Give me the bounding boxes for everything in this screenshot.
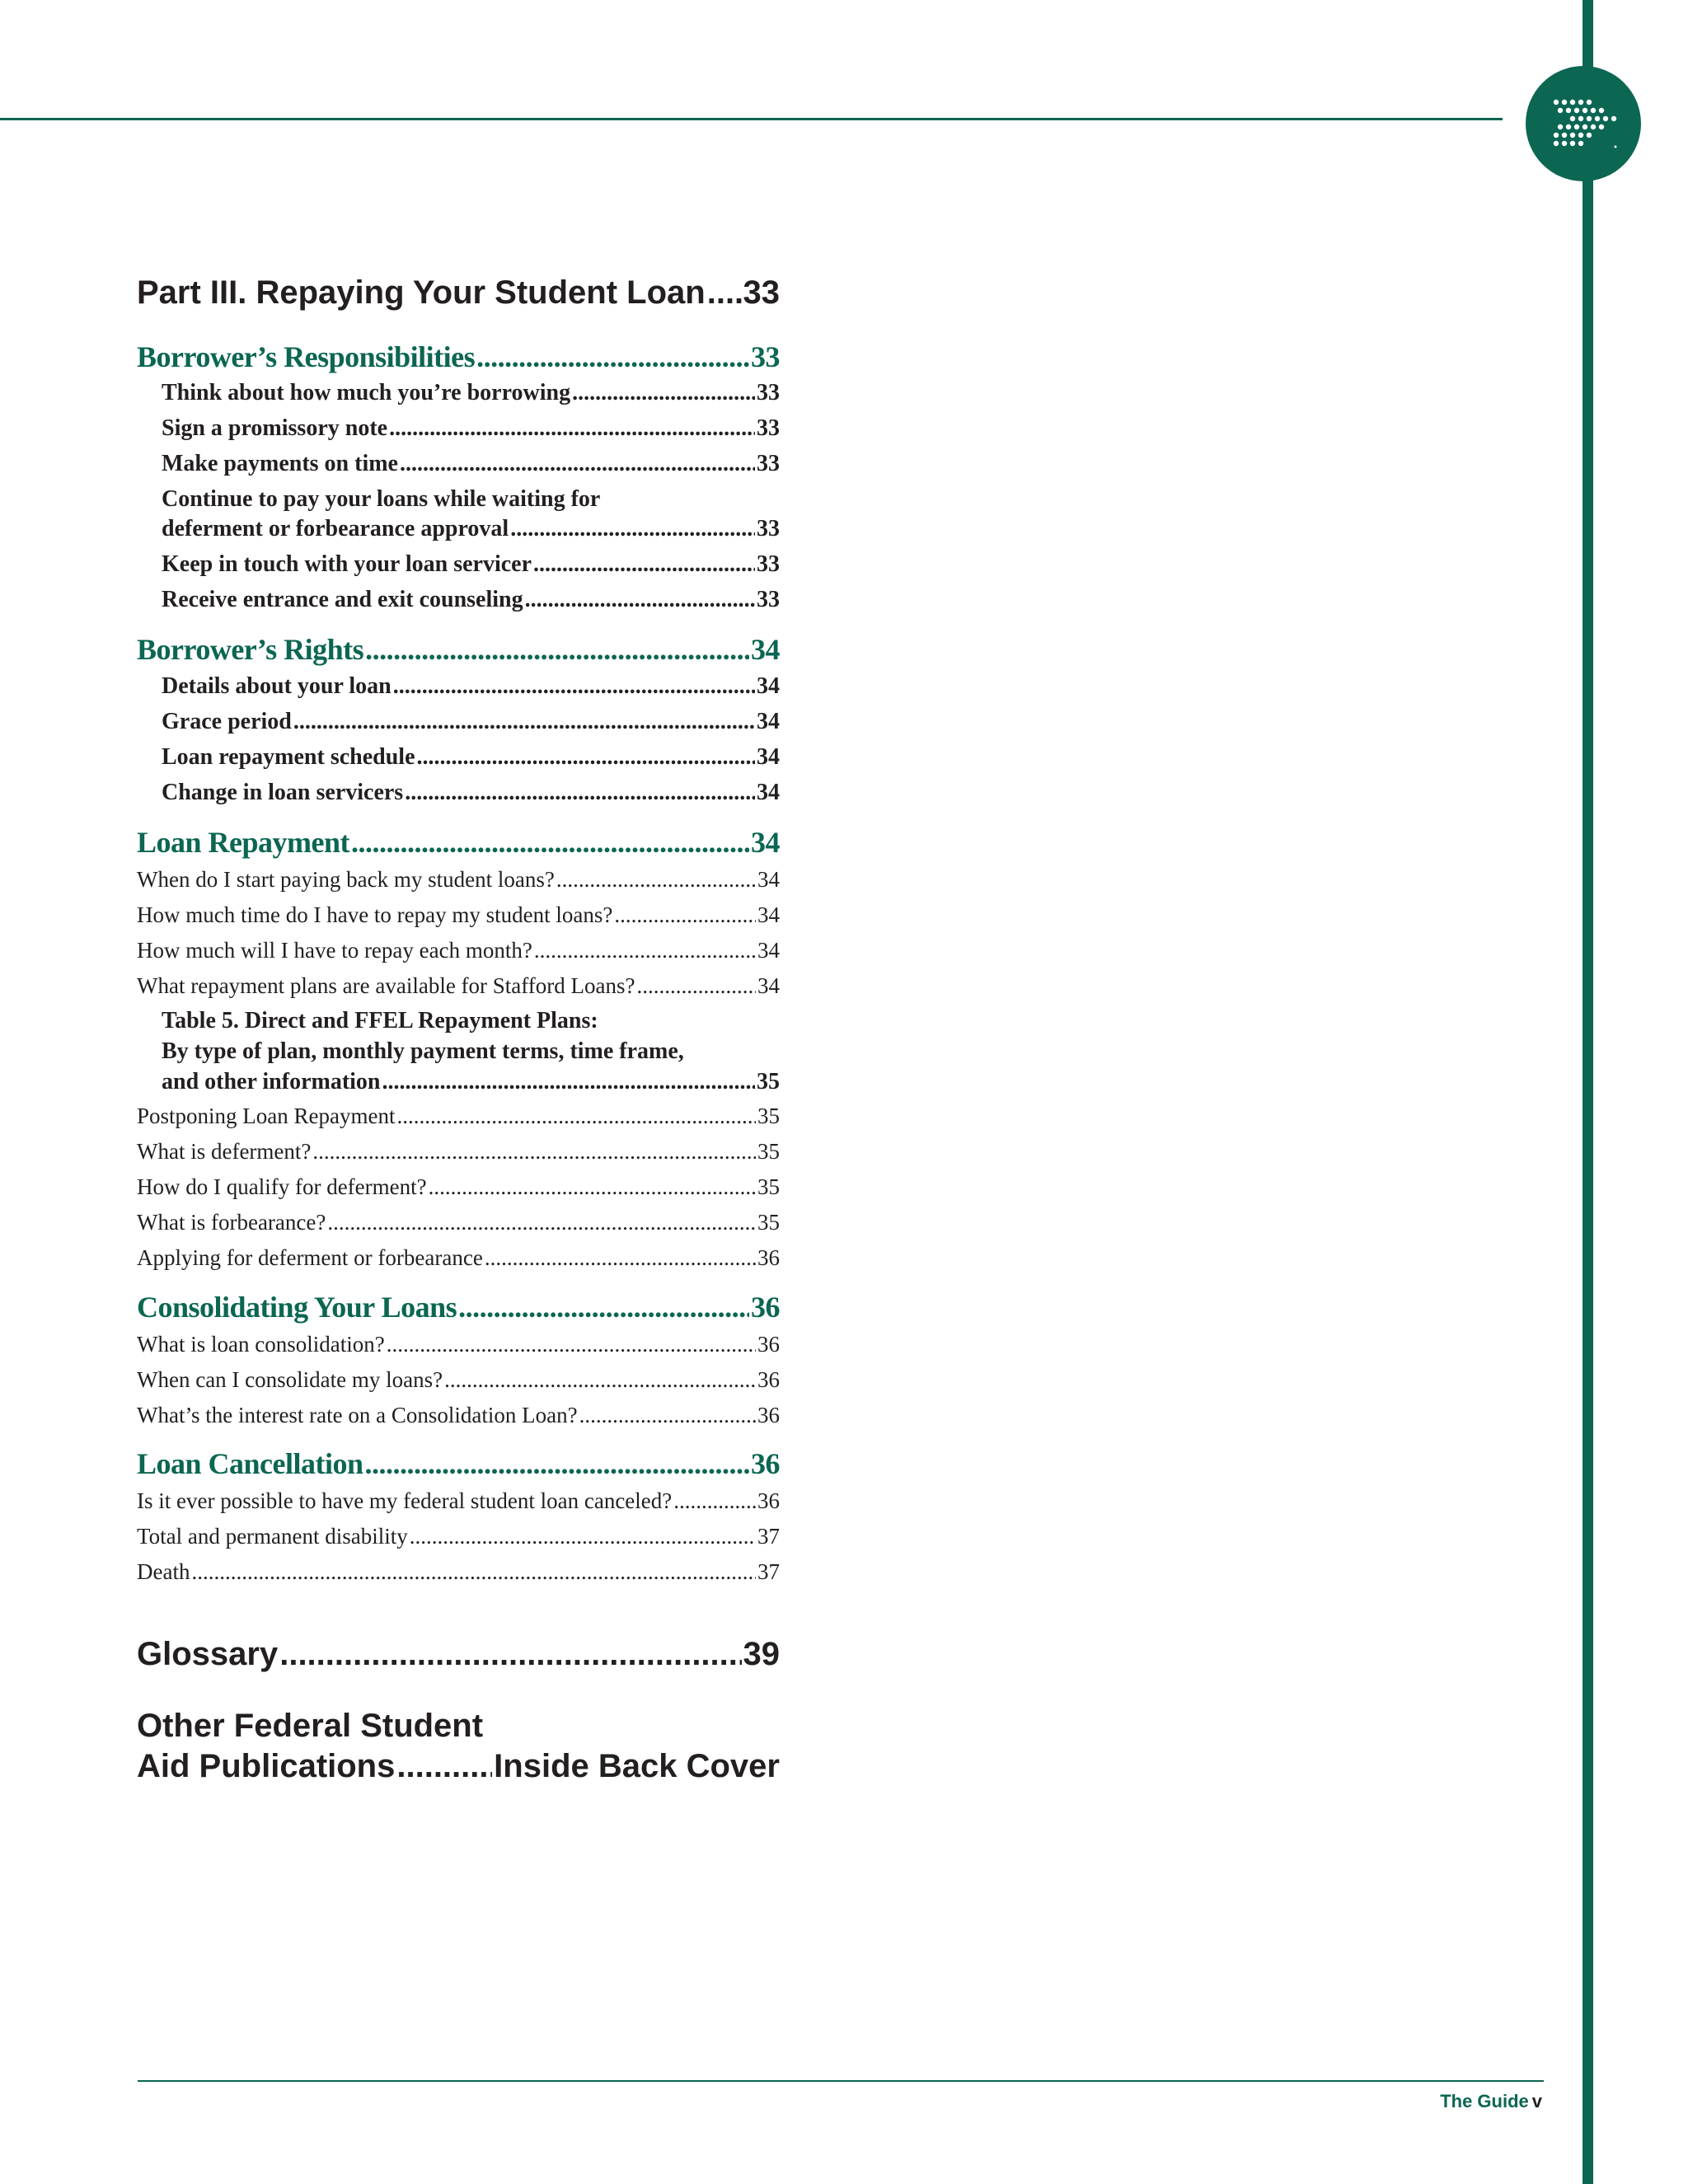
toc-page: 36 (751, 1291, 780, 1324)
toc-label: Borrower’s Responsibilities (137, 340, 476, 373)
toc-page: 36 (751, 1447, 780, 1480)
footer-title: The Guide (1440, 2091, 1529, 2111)
toc-question[interactable]: Applying for deferment or forbearance ..... 36 (137, 1245, 780, 1271)
footer-page-number: v (1531, 2091, 1542, 2111)
toc-question[interactable]: How do I qualify for deferment? ..... 35 (137, 1174, 780, 1200)
toc-question[interactable]: Is it ever possible to have my federal student loan canceled? ..... 36 (137, 1488, 780, 1514)
toc-item[interactable]: Receive entrance and exit counseling ..... 33 (137, 587, 780, 613)
toc-question[interactable]: What’s the interest rate on a Consolidation Loan? ..... 36 (137, 1403, 780, 1428)
toc-question[interactable]: Total and permanent disability ..... 37 (137, 1524, 780, 1549)
toc-section-rights[interactable] (137, 632, 780, 667)
toc-section-responsibilities[interactable] (137, 340, 780, 374)
toc-section-cancellation[interactable] (137, 1446, 780, 1481)
toc-other-publications[interactable] (137, 1748, 780, 1785)
toc-glossary[interactable] (137, 1636, 780, 1673)
toc-section-consolidating[interactable] (137, 1290, 780, 1324)
toc-item[interactable]: deferment or forbearance approval ..... 33 (137, 516, 780, 542)
toc-question[interactable]: What repayment plans are available for Stafford Loans? ..... 34 (137, 973, 780, 999)
toc-question[interactable]: Postponing Loan Repayment ..... 35 (137, 1104, 780, 1129)
toc-item[interactable]: Loan repayment schedule ..... 34 (137, 744, 780, 771)
toc-label: Loan Cancellation (137, 1447, 363, 1480)
toc-item[interactable]: Change in loan servicers ..... 34 (137, 780, 780, 806)
page-footer (1440, 2091, 1542, 2112)
toc-page: 34 (751, 633, 780, 666)
toc-item[interactable]: Details about your loan ..... 34 (137, 673, 780, 700)
toc-question[interactable]: How much will I have to repay each month? ..... 34 (137, 938, 780, 963)
toc-table-item[interactable]: and other information ..... 35 (137, 1069, 780, 1095)
bottom-rule (138, 2080, 1544, 2082)
toc-page: 33 (751, 340, 780, 373)
toc-table-line: By type of plan, monthly payment terms, time frame, (162, 1038, 684, 1064)
toc-section-repayment[interactable] (137, 825, 780, 860)
toc-question[interactable]: When do I start paying back my student loans? ..... 34 (137, 867, 780, 893)
toc-page: 33 (743, 274, 780, 311)
toc-label: Glossary (137, 1636, 279, 1672)
toc-page: 39 (743, 1636, 780, 1672)
toc-question[interactable]: What is loan consolidation? ..... 36 (137, 1332, 780, 1357)
toc-question[interactable]: What is deferment? ..... 35 (137, 1139, 780, 1165)
dot-matrix-logo-icon (1526, 66, 1641, 181)
toc-page: 34 (751, 826, 780, 859)
toc-label: Borrower’s Rights (137, 633, 364, 666)
toc-label: Part III. Repaying Your Student Loan (137, 274, 706, 311)
toc-label: Aid Publications (137, 1748, 396, 1784)
toc-table-line: Table 5. Direct and FFEL Repayment Plans: (162, 1008, 598, 1033)
toc-part-iii[interactable] (137, 274, 780, 312)
toc-page: Inside Back Cover (494, 1748, 780, 1784)
top-rule (0, 118, 1503, 120)
toc-label: Loan Repayment (137, 826, 350, 859)
toc-item[interactable]: Make payments on time ..... 33 (137, 451, 780, 477)
toc-question[interactable]: What is forbearance? ..... 35 (137, 1210, 780, 1235)
toc-question[interactable]: When can I consolidate my loans? ..... 36 (137, 1367, 780, 1393)
toc-item[interactable]: Grace period ..... 34 (137, 709, 780, 735)
toc-item-line: Continue to pay your loans while waiting for (162, 486, 601, 512)
toc-question[interactable]: How much time do I have to repay my student loans? ..... 34 (137, 902, 780, 928)
side-bar (1582, 0, 1593, 2184)
toc-item[interactable]: Keep in touch with your loan servicer ..... 33 (137, 551, 780, 578)
toc-question[interactable]: Death ..... 37 (137, 1559, 780, 1585)
toc-other-line: Other Federal Student (137, 1708, 484, 1744)
toc-label: Consolidating Your Loans (137, 1291, 457, 1324)
toc-item[interactable]: Sign a promissory note ..... 33 (137, 415, 780, 442)
toc-item[interactable]: Think about how much you’re borrowing ..... 33 (137, 380, 780, 406)
